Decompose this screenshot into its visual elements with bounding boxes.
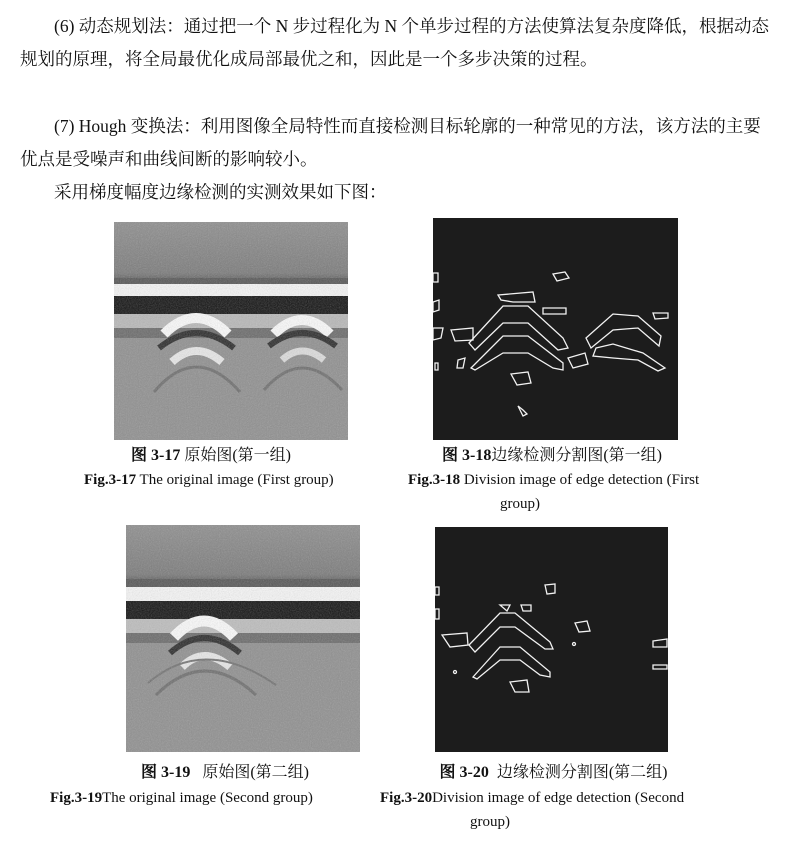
figure-3-17-caption-cn	[122, 445, 300, 467]
figure-3-19-caption-cn	[130, 762, 320, 784]
figure-3-20-caption-en-cont	[460, 811, 520, 833]
figure-label: Fig.3-19	[50, 790, 103, 806]
figure-title-continued: group)	[500, 496, 540, 512]
figure-3-18-image	[433, 218, 678, 440]
paragraph-text: (7) Hough 变换法：利用图像全局特性而直接检测目标轮廓的一种常见的方法，该方法的主要优点是受噪声和曲线间断的影响较小。	[20, 116, 761, 169]
figure-label: Fig.3-20	[380, 790, 433, 806]
figure-label: 图 3-18	[441, 447, 492, 464]
figure-label: Fig.3-18	[408, 472, 461, 488]
figure-3-20-image	[435, 527, 668, 752]
figure-3-20-caption-en	[380, 787, 760, 809]
figure-3-18-caption-cn	[432, 445, 672, 467]
figure-label: Fig.3-17	[84, 472, 137, 488]
figure-label: 图 3-20	[439, 764, 489, 781]
paragraph-text: (6) 动态规划法：通过把一个 N 步过程化为 N 个单步过程的方法使算法复杂度降低，根据动态规划的原理，将全局最优化成局部最优之和，因此是一个多步决策的过程。	[20, 16, 770, 69]
figure-3-17-caption-en	[84, 469, 374, 491]
figure-title: Division image of edge detection (Second	[432, 790, 685, 806]
paragraph-dynamic-programming	[20, 10, 770, 76]
figure-title: 原始图(第一组)	[184, 447, 291, 464]
figure-title: The original image (First group)	[136, 472, 334, 488]
figure-title: 原始图(第二组)	[202, 764, 309, 781]
paragraph-text: 采用梯度幅度边缘检测的实测效果如下图：	[54, 182, 387, 202]
figure-title: The original image (Second group)	[102, 790, 313, 806]
figure-3-20-caption-cn	[426, 762, 681, 784]
figure-3-17-image	[114, 222, 348, 440]
figure-title-continued: group)	[470, 814, 510, 830]
figure-3-18-caption-en-cont	[490, 493, 550, 515]
figure-3-19-image	[126, 525, 360, 752]
figure-3-19-caption-en	[50, 787, 360, 809]
figure-label: 图 3-17	[130, 447, 181, 464]
paragraph-figure-intro	[20, 176, 770, 209]
figure-title: 边缘检测分割图(第二组)	[496, 764, 668, 781]
figure-title: Division image of edge detection (First	[460, 472, 700, 488]
figure-title: 边缘检测分割图(第一组)	[491, 447, 662, 464]
figure-label: 图 3-19	[140, 764, 191, 781]
figure-3-18-caption-en	[408, 469, 768, 491]
paragraph-hough-transform	[20, 110, 770, 176]
